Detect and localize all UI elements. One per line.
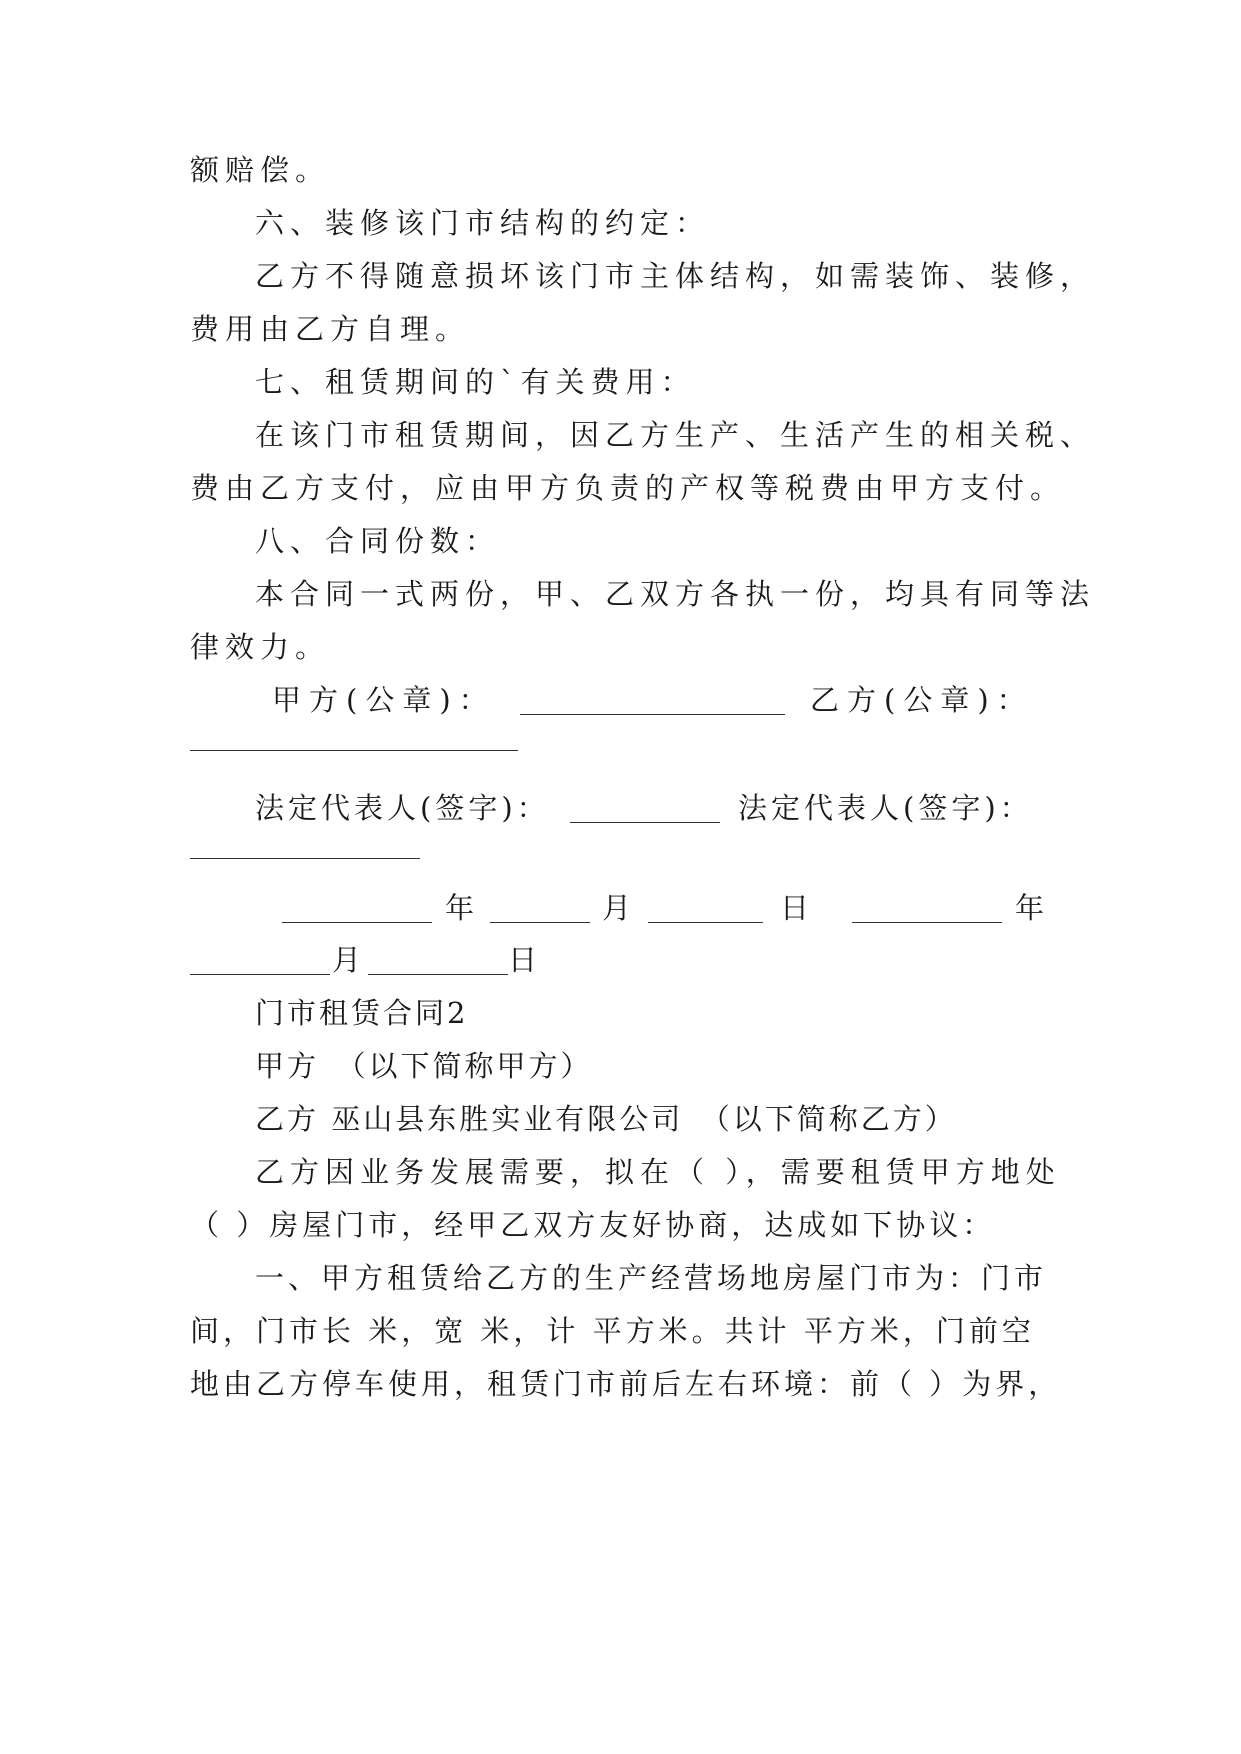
seal-row	[190, 680, 1070, 720]
section-heading-copies: 八、合同份数：	[255, 524, 501, 558]
day-a-blank[interactable]	[648, 896, 763, 923]
rep-a-label: 法定代表人(签字)：	[255, 791, 550, 825]
party-b-line: 乙方 巫山县东胜实业有限公司 （以下简称乙方）	[255, 1102, 957, 1136]
year-label: 年	[1015, 891, 1045, 925]
month-a-blank[interactable]	[490, 896, 590, 923]
paragraph-line: 费由乙方支付，应由甲方负责的产权等税费由甲方支付。	[190, 471, 1066, 505]
party-b-seal-blank[interactable]	[190, 750, 518, 751]
date-row-1	[190, 888, 1070, 928]
paragraph-line: 乙方因业务发展需要，拟在（ ），需要租赁甲方地处	[255, 1155, 1061, 1189]
paragraph-line: （ ）房屋门市，经甲乙双方友好协商，达成如下协议：	[190, 1208, 996, 1242]
paragraph-line: 乙方不得随意损坏该门市主体结构，如需装饰、装修，	[255, 259, 1096, 293]
month-b-blank[interactable]	[190, 948, 330, 975]
paragraph-line: 地由乙方停车使用，租赁门市前后左右环境：前（ ）为界，	[190, 1367, 1062, 1401]
rep-a-blank[interactable]	[570, 796, 720, 823]
day-label: 日	[780, 891, 810, 925]
party-a-seal-blank[interactable]	[520, 688, 785, 715]
paragraph-line: 费用由乙方自理。	[190, 312, 471, 346]
date-row-2	[190, 940, 1070, 980]
paragraph-line: 在该门市租赁期间，因乙方生产、生活产生的相关税、	[255, 418, 1096, 452]
paragraph-line: 本合同一式两份，甲、乙双方各执一份，均具有同等法	[255, 577, 1096, 611]
section-heading-fees: 七、租赁期间的`有关费用：	[255, 365, 696, 399]
contract-2-title: 门市租赁合同2	[255, 996, 469, 1030]
party-a-seal-label: 甲方(公章)：	[272, 683, 496, 717]
party-a-line: 甲方 （以下简称甲方）	[255, 1049, 593, 1083]
paragraph-line: 间，门市长 米，宽 米，计 平方米。共计 平方米，门前空	[190, 1314, 1035, 1348]
party-b-seal-label: 乙方(公章)：	[810, 683, 1034, 717]
rep-b-blank[interactable]	[190, 858, 420, 859]
representative-row	[190, 788, 1070, 828]
year-a-blank[interactable]	[282, 896, 432, 923]
rep-b-label: 法定代表人(签字)：	[738, 791, 1033, 825]
day-b-blank[interactable]	[368, 948, 508, 975]
day-label: 日	[508, 943, 538, 977]
month-label: 月	[332, 943, 362, 977]
paragraph-line: 一、甲方租赁给乙方的生产经营场地房屋门市为：门市	[255, 1261, 1048, 1295]
paragraph-line: 律效力。	[190, 630, 331, 664]
month-label: 月	[602, 891, 632, 925]
paragraph-line: 额赔偿。	[190, 153, 331, 187]
year-label: 年	[445, 891, 475, 925]
section-heading-decoration: 六、装修该门市结构的约定：	[255, 206, 711, 240]
year-b-blank[interactable]	[852, 896, 1002, 923]
